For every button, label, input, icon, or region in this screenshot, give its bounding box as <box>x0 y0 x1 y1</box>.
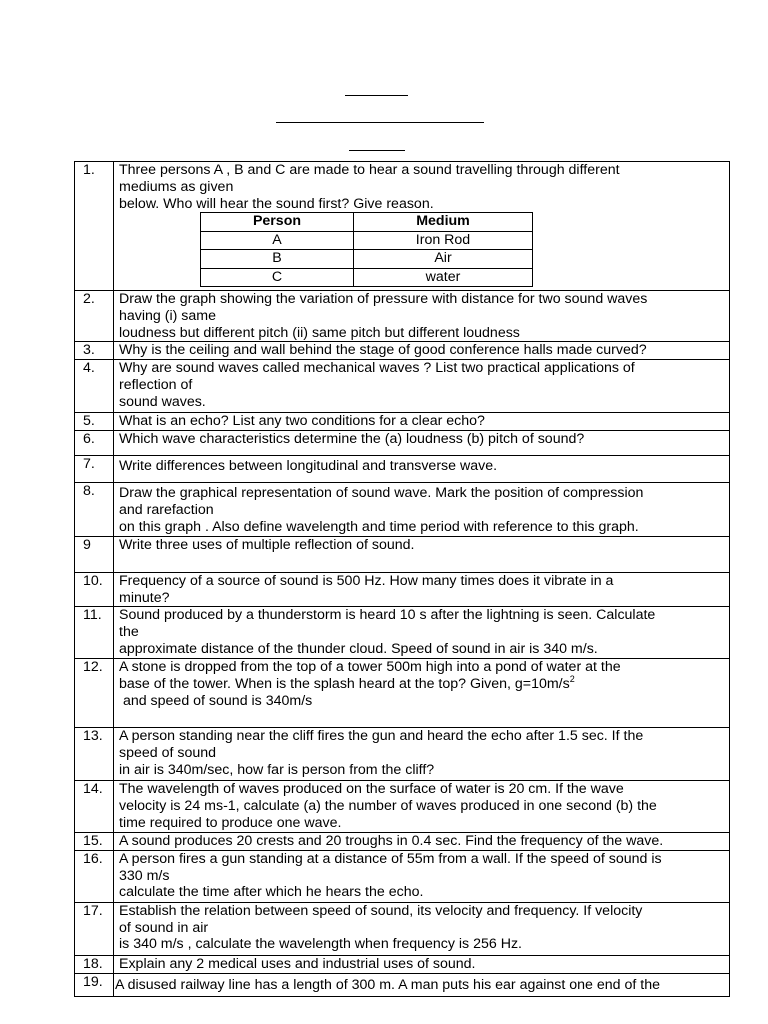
question-row-12 <box>75 659 730 728</box>
question-text <box>114 360 730 413</box>
question-text <box>114 572 730 607</box>
question-line: Draw the graph showing the variation of pressure with distance for two sound waves <box>119 291 648 307</box>
question-line: of sound in air <box>119 919 209 936</box>
question-row-13 <box>75 728 730 781</box>
question-table <box>74 161 730 997</box>
question-number: 9 <box>75 536 114 572</box>
question-row-14 <box>75 781 730 832</box>
question-row-5 <box>75 413 730 431</box>
question-row-1 <box>75 162 730 291</box>
question-text <box>114 483 730 536</box>
header-rule-bottom <box>349 150 405 151</box>
question-text <box>114 162 730 291</box>
question-row-19 <box>75 973 730 996</box>
question-number: 5. <box>75 413 114 431</box>
question-line: Explain any 2 medical uses and industrial uses of sound. <box>119 955 476 972</box>
question-number: 2. <box>75 291 114 342</box>
question-number: 8. <box>75 483 114 536</box>
question-number: 1. <box>75 162 114 291</box>
question-row-3 <box>75 342 730 360</box>
question-number: 17. <box>75 902 114 955</box>
medium-cell: Air <box>354 250 533 269</box>
superscript: 2 <box>569 674 575 685</box>
question-text <box>114 342 730 360</box>
question-line: time required to produce one wave. <box>119 814 342 831</box>
question-row-15 <box>75 832 730 850</box>
question-number: 15. <box>75 832 114 850</box>
question-number: 19. <box>75 973 114 996</box>
question-line: mediums as given <box>119 178 234 195</box>
question-line: Why are sound waves called mechanical waves ? List two practical applications of <box>119 360 635 377</box>
table-header-row <box>201 213 533 232</box>
question-line: 330 m/s <box>119 867 170 884</box>
question-line: and speed of sound is 340m/s <box>119 692 313 709</box>
question-text <box>114 781 730 832</box>
question-number: 14. <box>75 781 114 832</box>
question-text <box>114 850 730 902</box>
question-row-18 <box>75 955 730 973</box>
question-number: 10. <box>75 572 114 607</box>
question-text <box>114 431 730 456</box>
question-row-11 <box>75 607 730 659</box>
question-line: calculate the time after which he hears the echo. <box>119 884 424 901</box>
question-number: 3. <box>75 342 114 360</box>
question-line: and rarefaction <box>119 502 214 519</box>
question-line: Draw the graphical representation of sound wave. Mark the position of compression <box>119 485 644 502</box>
question-line-text: base of the tower. When is the splash heard at the top? Given, g=10m/s <box>119 676 570 693</box>
table-row <box>201 250 533 269</box>
person-medium-table <box>200 212 533 287</box>
question-line: Which wave characteristics determine the (a) loudness (b) pitch of sound? <box>119 431 585 448</box>
question-line: is 340 m/s , calculate the wavelength when frequency is 256 Hz. <box>119 936 522 953</box>
question-number: 13. <box>75 728 114 781</box>
medium-cell: water <box>354 268 533 287</box>
person-cell: C <box>201 268 354 287</box>
question-text <box>114 832 730 850</box>
question-line: sound waves. <box>119 393 206 410</box>
medium-cell: Iron Rod <box>354 231 533 250</box>
question-text <box>114 728 730 781</box>
question-line: A sound produces 20 crests and 20 troughs in 0.4 sec. Find the frequency of the wave. <box>119 832 664 849</box>
question-line: A stone is dropped from the top of a tower 500m high into a pond of water at the <box>119 659 621 676</box>
question-line <box>119 676 727 693</box>
question-line: A disused railway line has a length of 300 m. A man puts his ear against one end of the <box>115 976 660 993</box>
question-row-4 <box>75 360 730 413</box>
question-line: Frequency of a source of sound is 500 Hz. How many times does it vibrate in a <box>119 572 614 589</box>
person-cell: B <box>201 250 354 269</box>
question-row-9 <box>75 536 730 572</box>
table-row <box>201 231 533 250</box>
question-number: 16. <box>75 850 114 902</box>
question-text <box>114 955 730 973</box>
question-line: approximate distance of the thunder cloud. Speed of sound in air is 340 m/s. <box>119 640 598 657</box>
question-line: in air is 340m/sec, how far is person from the cliff? <box>119 761 435 778</box>
question-line: Three persons A , B and C are made to hear a sound travelling through different <box>119 162 620 178</box>
question-number: 11. <box>75 607 114 659</box>
question-line: loudness but different pitch (ii) same pitch but different loudness <box>119 324 520 341</box>
person-cell: A <box>201 231 354 250</box>
question-line: reflection of <box>119 377 193 394</box>
question-text <box>114 291 730 342</box>
question-line: Establish the relation between speed of sound, its velocity and frequency. If velocity <box>119 902 643 919</box>
question-line: Why is the ceiling and wall behind the stage of good conference halls made curved? <box>119 342 647 359</box>
question-line: The wavelength of waves produced on the surface of water is 20 cm. If the wave <box>119 781 624 798</box>
question-line: Write three uses of multiple reflection of sound. <box>119 536 415 553</box>
question-number: 6. <box>75 431 114 456</box>
question-text <box>114 973 730 996</box>
question-row-17 <box>75 902 730 955</box>
question-line: What is an echo? List any two conditions for a clear echo? <box>119 413 485 430</box>
question-row-10 <box>75 572 730 607</box>
question-line: below. Who will hear the sound first? Give reason. <box>119 195 434 212</box>
question-text <box>114 607 730 659</box>
question-line: velocity is 24 ms-1, calculate (a) the number of waves produced in one second (b) the <box>119 798 657 815</box>
header-rule-middle <box>276 122 484 123</box>
question-text <box>114 902 730 955</box>
question-line: Sound produced by a thunderstorm is heard 10 s after the lightning is seen. Calculate <box>119 607 656 624</box>
question-row-2 <box>75 291 730 342</box>
header-rule-top <box>345 95 408 96</box>
table-row <box>201 268 533 287</box>
question-text <box>114 659 730 728</box>
question-line: the <box>119 624 139 641</box>
question-line: A person fires a gun standing at a distance of 55m from a wall. If the speed of sound is <box>119 850 662 867</box>
question-row-7 <box>75 456 730 483</box>
question-number: 4. <box>75 360 114 413</box>
question-line: having (i) same <box>119 307 216 324</box>
question-number: 18. <box>75 955 114 973</box>
question-row-8 <box>75 483 730 536</box>
column-header-medium: Medium <box>354 213 533 232</box>
question-text <box>114 456 730 483</box>
question-row-16 <box>75 850 730 902</box>
question-text <box>114 536 730 572</box>
question-line: speed of sound <box>119 745 217 762</box>
question-text <box>114 413 730 431</box>
column-header-person: Person <box>201 213 354 232</box>
question-number: 7. <box>75 456 114 483</box>
question-number: 12. <box>75 659 114 728</box>
question-line: on this graph . Also define wavelength and time period with reference to this graph. <box>119 518 639 535</box>
question-line: minute? <box>119 589 170 606</box>
question-row-6 <box>75 431 730 456</box>
question-line: Write differences between longitudinal and transverse wave. <box>119 458 498 475</box>
question-line: A person standing near the cliff fires the gun and heard the echo after 1.5 sec. If the <box>119 728 644 745</box>
